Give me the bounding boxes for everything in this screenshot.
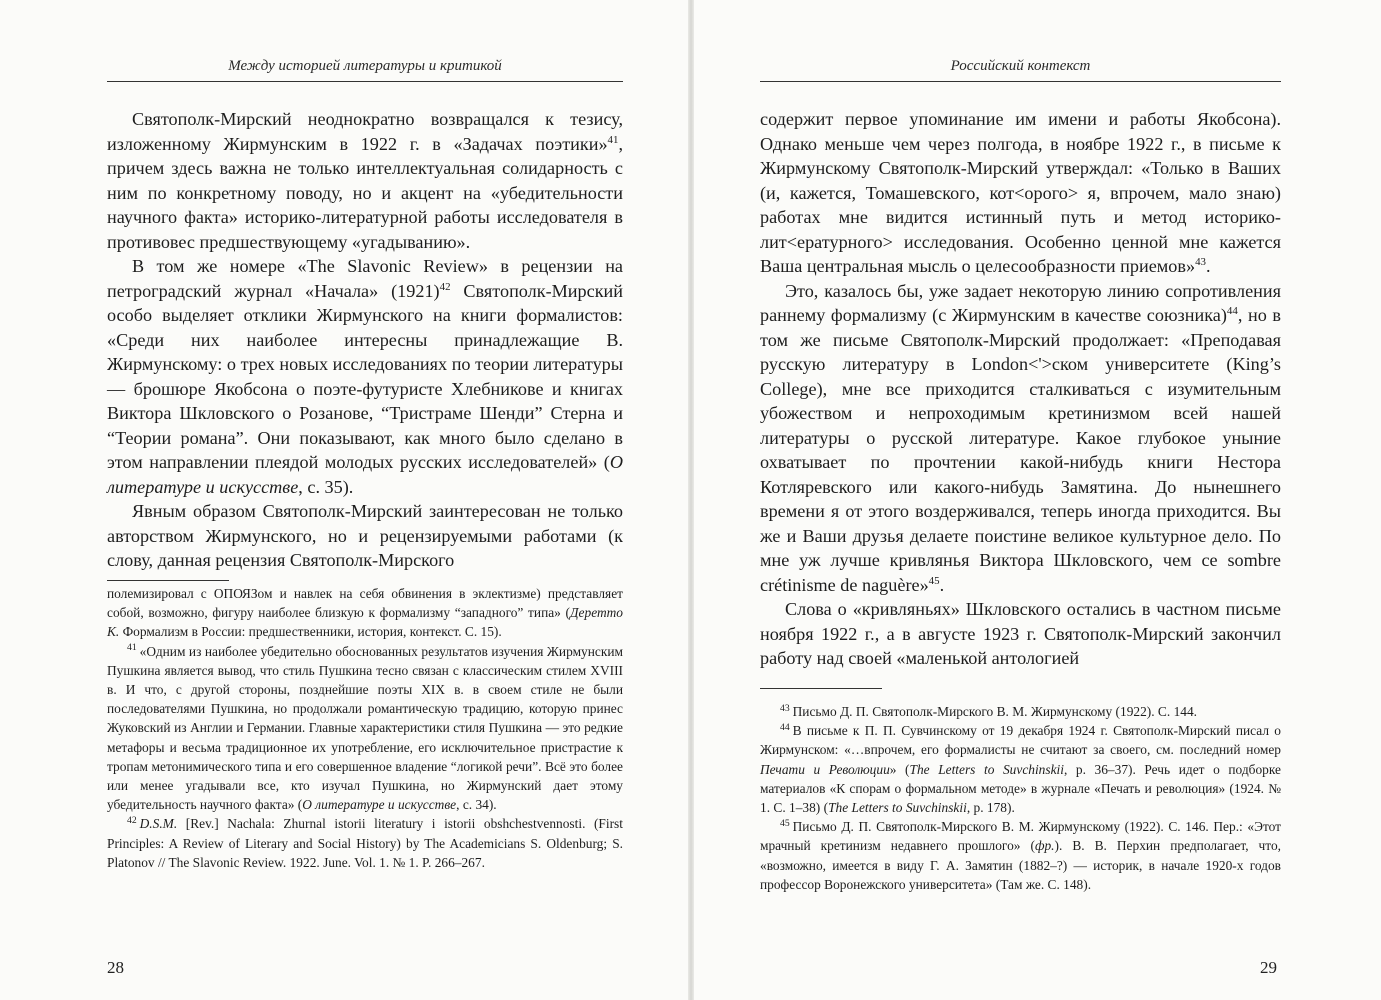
running-header-right: Российский контекст [950, 58, 1091, 74]
text-run: ). В. В. Перхин предполагает, что, «возможно, имеется в виду Г. А. Замятин (1882–?) — историк, в начале 1920-х годов профессор Воронежского университета» (Там же. С. 148). [760, 838, 1282, 892]
italic-title: The Letters to Suvchinskii [828, 800, 967, 816]
text-run: В письме к П. П. Сувчинскому от 19 декабря 1924 г. Святополк-Мирский писал о Жирмунском: «…впрочем, его формалисты не считают за своего, см. последний номер [760, 723, 1281, 758]
footnotes-left [107, 584, 623, 872]
right-page [691, 0, 1381, 1000]
text-run: Святополк-Мирский особо выделяет отклики Жирмунского на книги формалистов: «Среди них наиболее интересны принадлежащие В. Жирмунскому: о трех новых исследованиях по теории литературы — брошюре Якобсона о поэте-футуристе Хлебникове и книгах Виктора Шкловского о Розанове, “Тристраме Шенди” Стерна и “Теории романа”. Они показывают, как много было сделано в этом направлении плеядой молодых русских исследователей» ( [107, 280, 623, 472]
text-run: . [939, 574, 945, 595]
footnotes-right [760, 702, 1281, 894]
footnote-ref: 42 [439, 280, 451, 293]
footnote-rule-left [107, 580, 229, 581]
footnote-number: 42 [127, 814, 137, 826]
text-run: , с. 34). [456, 797, 497, 813]
footnote-42 [107, 814, 623, 872]
text-run: , p. 36–37). Речь идет о подборке материалов «К спорам о формальном методе» в журнале «Печать и революция» (1924. № 1. С. 1–38) ( [760, 761, 1281, 816]
main-text-left [107, 107, 623, 573]
text-run: . [1206, 256, 1211, 276]
footnote-41 [107, 642, 623, 815]
text-run: Святополк-Мирский неоднократно возвращался к тезису, изложенному Жирмунским в 1922 г. в «Задачах поэтики» [107, 109, 623, 154]
footnote-45 [760, 817, 1281, 894]
text-run: , но в том же письме Святополк-Мирский продолжает: «Преподавая русскую литературу в London<'>ском университете (King’s College), мне все приходится сталкиваться с изумительным убожеством и непроходимым кретинизмом всей нашей литературы о русской литературе. Какое глубокое уныние охватывает по прочтении какой-нибудь книги Нестора Котляревского или какого-нибудь Замятина. До нынешнего времени я от этого воздерживался, теперь иногда приходится. Вы же и Ваши друзья делаете поистине великое культурное дело. По мне уж лучше кривлянья Виктора Шкловского, чем ce sombre crétinisme de naguère» [760, 305, 1281, 595]
italic-author: Деретто К. [107, 605, 623, 640]
italic-title: О литературе и искусстве [302, 797, 457, 813]
paragraph [760, 107, 1281, 279]
italic-title: О литературе и искусстве [107, 452, 623, 497]
footnote-ref: 43 [1195, 255, 1206, 268]
text-run: содержит первое упоминание им имени и работы Якобсона). Однако меньше чем через полгода, в ноябре 1922 г., в письме к Жирмунскому Святополк-Мирский утверждал: «Только в Ваших (и, кажется, Томашевского, кот<орого> я, впрочем, мало знаю) работах мне видится истинный путь и метод историко-лит<ературного> исследования. Особенно ценной мне кажется Ваша центральная мысль о целесообразности приемов» [760, 109, 1281, 276]
text-run: Формализм в России: предшественники, история, контекст. С. 15). [119, 624, 502, 640]
footnote-43 [760, 702, 1281, 721]
header-rule-left [107, 81, 623, 82]
text-run: Слова о «кривляньях» Шкловского остались в частном письме ноября 1922 г., а в августе 1923 г. Святополк-Мирский закончил работу над своей «маленькой антологией [760, 599, 1281, 668]
footnote-continued [107, 584, 623, 642]
paragraph [760, 279, 1281, 598]
footnote-number: 41 [127, 642, 137, 654]
italic-author: D.S.M. [139, 816, 178, 832]
footnote-ref: 44 [1226, 304, 1238, 317]
text-run: Письмо Д. П. Святополк-Мирского В. М. Жирмунскому (1922). С. 146. Пер.: «Этот мрачный кретинизм недавнего прошлого» ( [760, 819, 1281, 854]
italic-abbrev: фр. [1034, 838, 1055, 854]
text-run: [Rev.] Nachala: Zhurnal istorii literatury i istorii obshchestvennosti. (First Principles: A Review of Literary and Social History) by The Academicians S. Oldenburg; S. Platonov // The Slavonic Review. 1922. June. Vol. 1. № 1. P. 266–267. [107, 816, 623, 870]
text-run: Письмо Д. П. Святополк-Мирского В. М. Жирмунскому (1922). С. 144. [792, 704, 1197, 719]
text-run: Это, казалось бы, уже задает некоторую линию сопротивления раннему формализму (с Жирмунским в качестве союзника) [760, 280, 1281, 325]
italic-title: The Letters to Suvchinskii [909, 761, 1064, 777]
main-text-right [760, 107, 1281, 671]
footnote-number: 45 [780, 817, 790, 829]
text-run: Явным образом Святополк-Мирский заинтересован не только авторством Жирмунского, но и рецензируемыми работами (к слову, данная рецензия Святополк-Мирского [107, 501, 623, 570]
footnote-ref: 45 [928, 574, 940, 587]
footnote-ref: 41 [607, 133, 619, 146]
italic-title: Печати и Революции [760, 761, 890, 777]
running-header-left: Между историей литературы и критикой [228, 58, 502, 74]
footnote-44 [760, 721, 1281, 817]
text-run: , с. 35). [298, 476, 354, 497]
header-rule-right [760, 81, 1281, 82]
footnote-number: 43 [780, 702, 790, 714]
text-run: , причем здесь важна не только интеллектуальная солидарность с ним по конкретному поводу, но и акцент на «убедительности научного факта» историко-литературной работы исследователя в противовес предшествующему «угадыванию». [107, 133, 623, 252]
page-number-left: 28 [107, 958, 124, 977]
paragraph [760, 597, 1281, 671]
footnote-rule-right [760, 688, 882, 689]
paragraph [107, 107, 623, 254]
paragraph [107, 254, 623, 499]
footnote-number: 44 [780, 721, 790, 733]
text-run: «Одним из наиболее убедительно обоснованных результатов изучения Жирмунским Пушкина является вывод, что стиль Пушкина тесно связан с классическим стилем XVIII в. И что, с другой стороны, позднейшие поэты XIX в. в своем стиле не были последователями Пушкина, но продолжали романтическую традицию, которую принес Жуковский из Англии и Германии. Главные характеристики стиля Пушкина — это редкие метафоры и весьма традиционное их употребление, его исключительное пристрастие к тропам метонимического типа и его совершенное владение “логикой речи”. Всё это более или менее угадывали все, кто изучал Пушкина, но Жирмунский дает этому убедительность научного факта» ( [107, 643, 623, 813]
text-run: полемизировал с ОПОЯЗом и навлек на себя обвинения в эклектизме) представляет собой, возможно, фигуру наиболее близкую к формализму “западного” типа» ( [107, 586, 623, 621]
text-run: , p. 178). [966, 800, 1015, 816]
left-page [0, 0, 690, 1000]
paragraph [107, 499, 623, 573]
text-run: » ( [889, 761, 910, 777]
text-run: В том же номере «The Slavonic Review» в рецензии на петроградский журнал «Начала» (1921) [107, 256, 623, 301]
page-number-right: 29 [1260, 958, 1277, 977]
